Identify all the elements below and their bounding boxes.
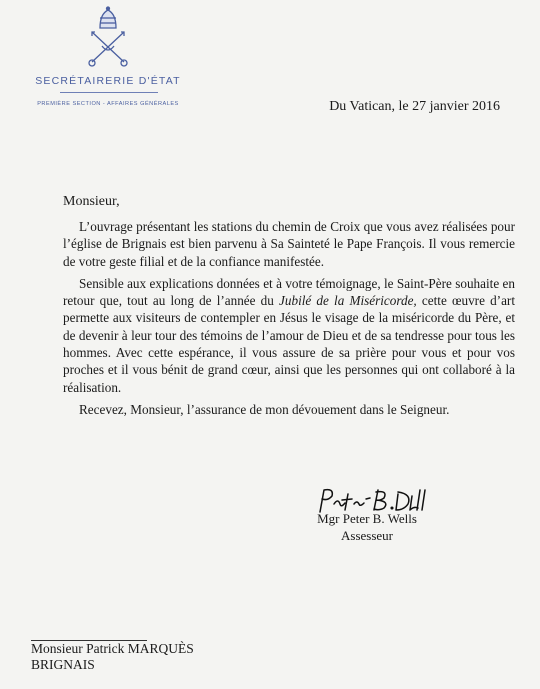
recipient-address	[31, 641, 194, 673]
dateline: Du Vatican, le 27 janvier 2016	[329, 99, 500, 114]
letter-body	[63, 218, 515, 423]
paragraph-2	[63, 275, 515, 396]
recipient-city: BRIGNAIS	[31, 657, 95, 672]
paragraph-2-end: cette œuvre d’art permette aux visiteurs de contempler en Jésus le visage de la miséricorde du Père, et de devenir à leur tour des témoins de l’amour de Dieu et de sa tendresse pour tous les hommes. Avec cette espérance, il vous assure de sa prière pour vous et pour vos proches et il vous bénit de grand cœur, ainsi que les personnes qui ont collaboré à la réalisation.	[63, 293, 515, 395]
salutation: Monsieur,	[63, 194, 120, 209]
signer-name: Mgr Peter B. Wells	[317, 511, 417, 526]
paragraph-2-start: Sensible aux explications données et à votre témoignage, le Saint-Père souhaite en retour que, tout au long de l’année du	[63, 275, 515, 309]
papal-coat-of-arms-icon	[88, 6, 128, 68]
paragraph-3: Recevez, Monsieur, l’assurance de mon dévouement dans le Seigneur.	[79, 401, 450, 417]
paragraph-2-italic: Jubilé de la Miséricorde,	[279, 293, 417, 309]
letterhead-divider	[60, 92, 158, 93]
recipient-name: Monsieur Patrick MARQUÈS	[31, 641, 194, 656]
paragraph-1: L’ouvrage présentant les stations du chemin de Croix que vous avez réalisées pour l’église de Brignais est bien parvenu à Sa Sainteté le Pape François. Il vous remercie de votre geste filial et de la confiance manifestée.	[63, 219, 515, 269]
signer-block	[312, 511, 422, 544]
letterhead-subtitle: PREMIÈRE SECTION - AFFAIRES GÉNÉRALES	[37, 101, 179, 107]
letterhead-title: SECRÉTAIRERIE D'ÉTAT	[35, 75, 181, 87]
signer-title: Assesseur	[341, 527, 393, 543]
handwritten-signature	[312, 486, 432, 514]
